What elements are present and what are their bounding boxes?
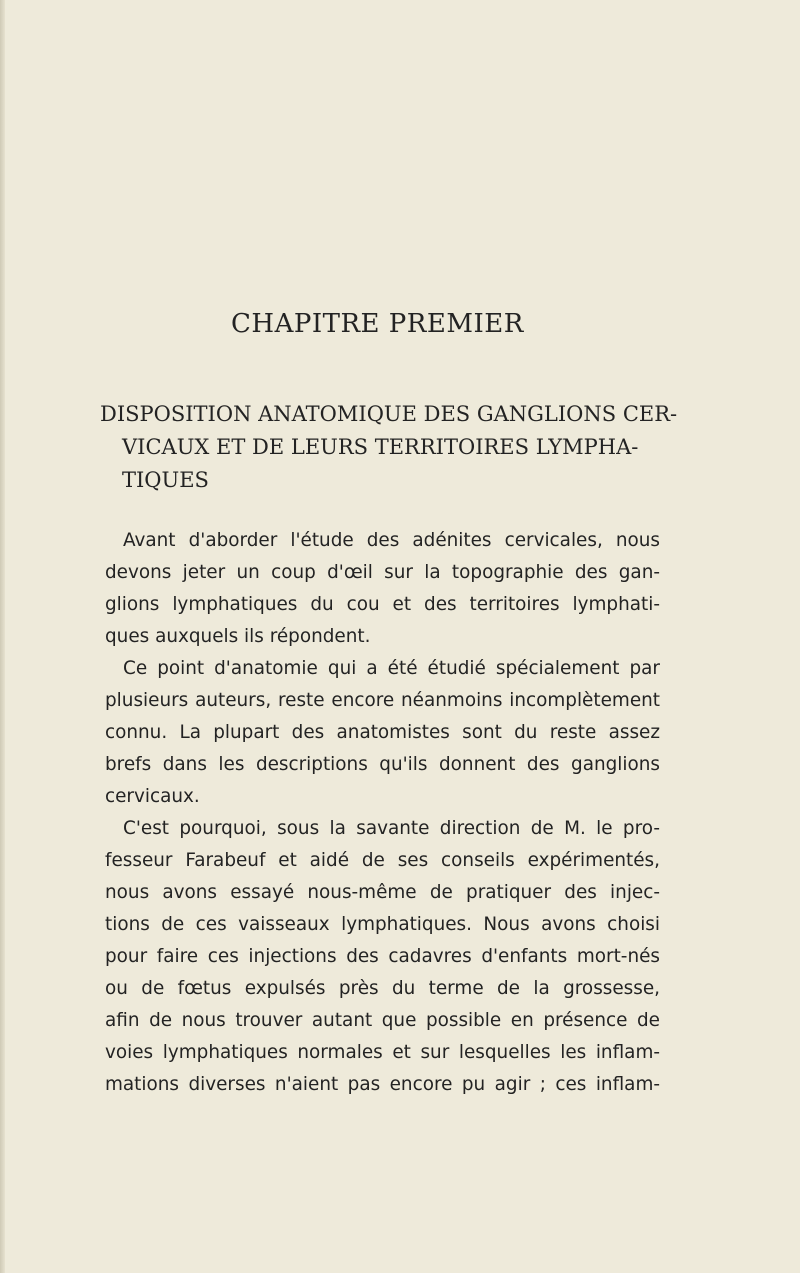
- text-line: fesseur Farabeuf et aidé de ses conseils expérimentés,: [105, 850, 660, 871]
- page-gutter-shadow: [0, 0, 5, 1273]
- text-line: connu. La plupart des anatomistes sont du reste assez: [105, 722, 660, 743]
- paragraph: [105, 525, 660, 653]
- text-line: afin de nous trouver autant que possible en présence de: [105, 1010, 660, 1031]
- chapter-heading: CHAPITRE PREMIER: [231, 309, 524, 339]
- text-line: Ce point d'anatomie qui a été étudié spécialement par: [123, 658, 660, 679]
- section-title-line: TIQUES: [122, 468, 209, 492]
- section-title-line: VICAUX ET DE LEURS TERRITOIRES LYMPHA-: [122, 435, 639, 459]
- text-line: Avant d'aborder l'étude des adénites cervicales, nous: [123, 530, 660, 551]
- text-line: nous avons essayé nous-même de pratiquer des injec-: [105, 882, 660, 903]
- body-text: [105, 525, 660, 1101]
- text-line: plusieurs auteurs, reste encore néanmoins incomplètement: [105, 690, 660, 711]
- text-line: ou de fœtus expulsés près du terme de la grossesse,: [105, 978, 660, 999]
- paragraph: [105, 653, 660, 813]
- text-line: devons jeter un coup d'œil sur la topographie des gan-: [105, 562, 660, 583]
- text-line: cervicaux.: [105, 786, 200, 807]
- text-line: mations diverses n'aient pas encore pu agir ; ces inflam-: [105, 1074, 660, 1095]
- text-line: C'est pourquoi, sous la savante direction de M. le pro-: [123, 818, 660, 839]
- section-title-line: DISPOSITION ANATOMIQUE DES GANGLIONS CER-: [100, 402, 678, 426]
- text-line: brefs dans les descriptions qu'ils donnent des ganglions: [105, 754, 660, 775]
- section-title: [100, 398, 678, 497]
- text-line: glions lymphatiques du cou et des territoires lymphati-: [105, 594, 660, 615]
- text-line: tions de ces vaisseaux lymphatiques. Nous avons choisi: [105, 914, 660, 935]
- text-line: voies lymphatiques normales et sur lesquelles les inflam-: [105, 1042, 660, 1063]
- text-line: ques auxquels ils répondent.: [105, 626, 371, 647]
- text-line: pour faire ces injections des cadavres d'enfants mort-nés: [105, 946, 660, 967]
- paragraph: [105, 813, 660, 1101]
